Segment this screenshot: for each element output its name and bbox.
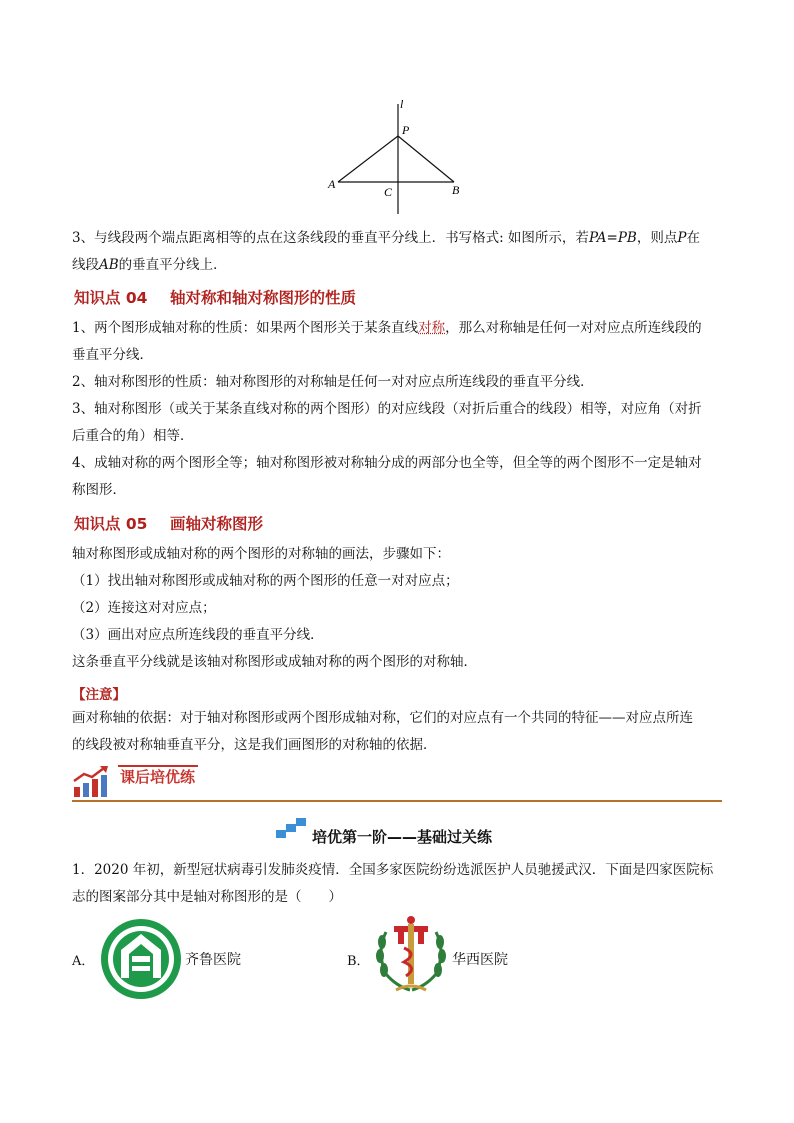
property-3: 3、与线段两个端点距离相等的点在这条线段的垂直平分线上．书写格式: 如图所示，若PA=PB，则点P在 线段AB的垂直平分线上． — [72, 230, 700, 273]
stage-title: 培优第一阶——基础过关练 — [312, 828, 493, 846]
label-p: P — [402, 123, 410, 137]
section-05-number: 知识点 05 — [74, 515, 148, 533]
stairs-icon — [276, 816, 308, 840]
segment-pa — [338, 136, 398, 182]
huaxi-hospital-logo[interactable] — [372, 912, 450, 998]
section-04-number: 知识点 04 — [74, 289, 148, 307]
section-04-title: 轴对称和轴对称图形的性质 — [170, 289, 357, 307]
note-body: 画对称轴的依据：对于轴对称图形或两个图形成轴对称，它们的对应点有一个共同的特征——对应点所连 的线段被对称轴垂直平分，这是我们画图形的对称轴的依据． — [72, 710, 693, 753]
section-divider — [72, 800, 722, 802]
option-b-label[interactable]: B． — [347, 954, 370, 969]
note-label: 【注意】 — [72, 687, 126, 703]
segment-pb — [398, 136, 454, 182]
label-l: l — [400, 97, 404, 111]
practice-banner-title: 课后培优练 — [120, 768, 196, 786]
option-a-label[interactable]: A． — [72, 954, 95, 969]
section-05-heading — [74, 512, 263, 534]
question-1: 1．2020 年初，新型冠状病毒引发肺炎疫情．全国多家医院纷纷选派医护人员驰援武汉．下面是四家医院标 志的图案部分其中是轴对称图形的是（ ） — [72, 862, 714, 905]
symmetry-link[interactable]: 对称 — [418, 320, 446, 336]
section-04-heading — [74, 286, 356, 308]
qilu-hospital-logo[interactable] — [98, 916, 184, 1002]
section-05-title: 画轴对称图形 — [170, 515, 264, 533]
perpendicular-bisector-figure — [320, 96, 470, 218]
label-c: C — [384, 185, 393, 199]
label-a: A — [328, 177, 336, 191]
option-b-name: 华西医院 — [452, 952, 508, 968]
option-a-name: 齐鲁医院 — [185, 952, 241, 968]
section-04-body: 1、两个图形成轴对称的性质：如果两个图形关于某条直线对称，那么对称轴是任何一对对应点所连线段的 垂直平分线． 2、轴对称图形的性质：轴对称图形的对称轴是任何一对对应点所连线段的垂直平分线． 3、轴对称图形（或关于某条直线对称的两个图形）的对应线段（对折后重合的线段）相等，对应角（对折 后重合的角）相等． 4、成轴对称的两个图形全等；轴对称图形被对称轴分成的两部分也全等，但全等的两个图形不一定是轴对 称图形． — [72, 320, 702, 498]
section-05-body: 轴对称图形或成轴对称的两个图形的对称轴的画法，步骤如下： （1）找出轴对称图形或成轴对称的两个图形的任意一对对应点； （2）连接这对对应点； （3）画出对应点所连线段的垂直平分线． 这条垂直平分线就是该轴对称图形或成轴对称的两个图形的对称轴． — [72, 546, 477, 670]
growth-chart-icon — [72, 765, 112, 799]
label-b: B — [452, 183, 460, 197]
banner-accent — [118, 765, 198, 767]
